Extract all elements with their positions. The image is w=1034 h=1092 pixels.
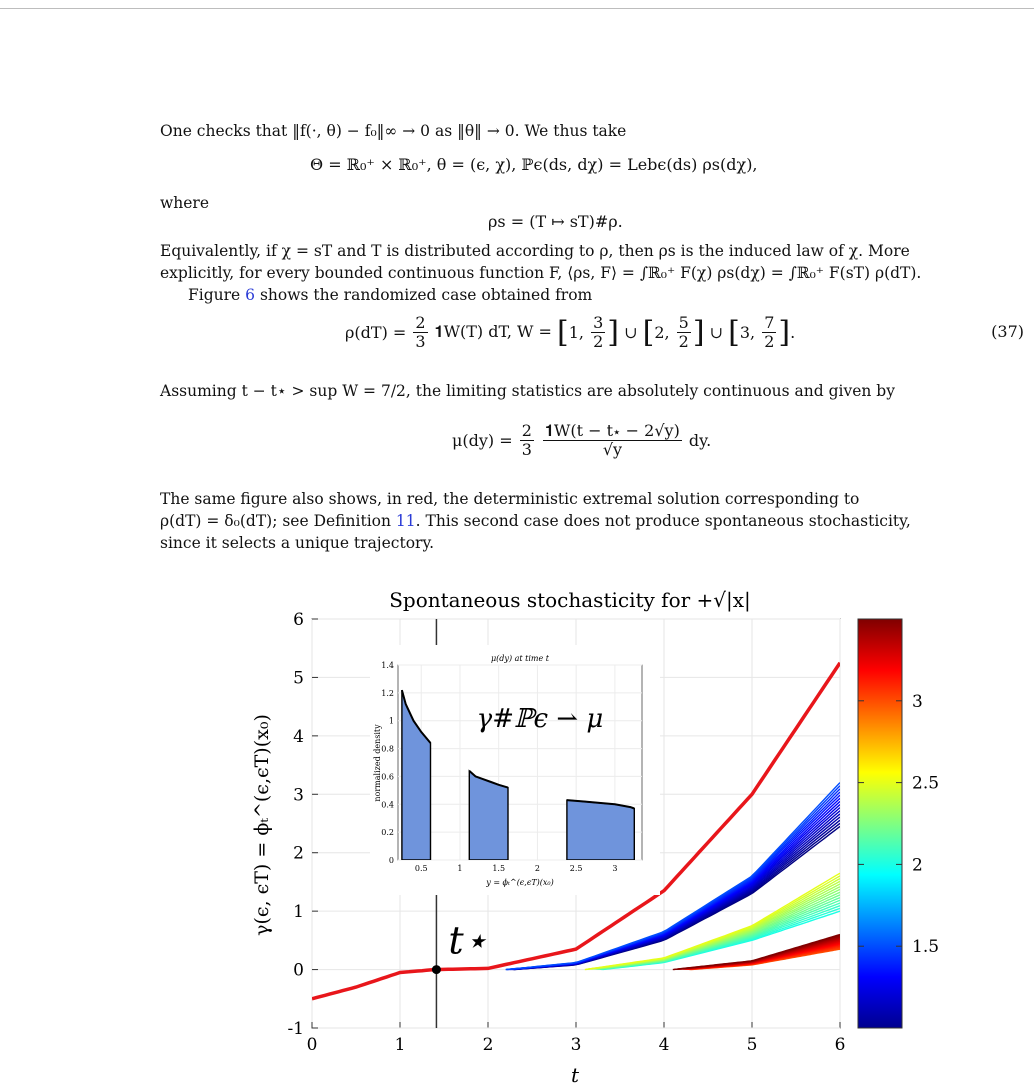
inset-title: μ(dy) at time t bbox=[490, 654, 550, 663]
paragraph-5a: The same figure also shows, in red, the deterministic extremal solution corresponding to bbox=[160, 490, 860, 508]
y-tick-label: 0 bbox=[293, 960, 304, 981]
inset-y-tick: 0.2 bbox=[381, 828, 394, 838]
paragraph-1: One checks that ‖f(·, θ) − f₀‖∞ → 0 as ‖θ‖ → 0. We thus take bbox=[160, 122, 627, 140]
inset-y-tick: 0 bbox=[388, 856, 394, 865]
inset-y-tick: 1 bbox=[388, 716, 394, 726]
y-tick-label: -1 bbox=[287, 1019, 304, 1039]
eq37-lhs: ρ(dT) = bbox=[345, 322, 407, 342]
tstar-label: t⋆ bbox=[448, 918, 488, 963]
figure-6-link[interactable]: 6 bbox=[245, 286, 256, 304]
inset-x-tick: 0.5 bbox=[414, 864, 428, 873]
y-tick-label: 6 bbox=[293, 610, 304, 630]
eq37-coef: $\frac{2}{3}$ bbox=[415, 312, 426, 351]
y-tick-label: 4 bbox=[293, 726, 304, 747]
eq37-interval-2: 2, bbox=[654, 322, 670, 342]
y-tick-label: 1 bbox=[293, 902, 304, 923]
y-tick-label: 2 bbox=[293, 843, 304, 864]
equation-mu bbox=[452, 416, 711, 464]
inset-density-segment bbox=[567, 800, 634, 860]
x-axis-label: t bbox=[570, 1063, 580, 1087]
y-tick-label: 3 bbox=[293, 785, 304, 806]
x-tick-label: 1 bbox=[394, 1035, 406, 1055]
x-tick-label: 3 bbox=[570, 1035, 582, 1055]
x-tick-label: 4 bbox=[658, 1035, 670, 1055]
inset-y-tick: 0.4 bbox=[381, 800, 394, 810]
paragraph-5c: since it selects a unique trajectory. bbox=[160, 534, 435, 552]
paragraph-3-rest: shows the randomized case obtained from bbox=[255, 286, 593, 304]
eq-mu-fraction: $\frac{𝟏W(t - t⋆ - 2√y)}{√y}$ bbox=[545, 420, 680, 459]
colorbar-tick-label: 2 bbox=[912, 855, 923, 876]
inset-y-tick: 1.2 bbox=[381, 688, 394, 698]
paragraph-2a: Equivalently, if χ = sT and T is distributed according to ρ, then ρs is the induced law of χ. More bbox=[160, 242, 910, 260]
colorbar bbox=[858, 619, 902, 1028]
equation-rho-s: ρs = (T ↦ sT)#ρ. bbox=[488, 212, 623, 231]
x-tick-label: 0 bbox=[306, 1035, 318, 1055]
paragraph-5b bbox=[160, 510, 911, 532]
inset-x-tick: 2.5 bbox=[569, 864, 583, 873]
eq37-interval-1: 1, bbox=[568, 322, 585, 342]
eq37-interval-3: 3, bbox=[739, 322, 756, 342]
inset-x-tick: 2 bbox=[534, 864, 540, 873]
eq-mu-coef: $\frac{2}{3}$ bbox=[521, 420, 532, 459]
paragraph-3 bbox=[188, 284, 592, 306]
x-tick-label: 6 bbox=[834, 1035, 846, 1055]
eq37-mid: 𝟏W(T) dT, W = bbox=[434, 322, 552, 341]
colorbar-tick-label: 1.5 bbox=[912, 937, 940, 958]
paragraph-5b-post: . This second case does not produce spontaneous stochasticity, bbox=[415, 512, 911, 530]
colorbar-tick-label: 2.5 bbox=[912, 773, 940, 794]
paragraph-2b: explicitly, for every bounded continuous function F, ⟨ρs, F⟩ = ∫ℝ₀⁺ F(χ) ρs(dχ) = ∫ℝ₀⁺ F(sT) ρ(dT). bbox=[160, 264, 922, 282]
inset-annotation: γ#ℙϵ ⇀ μ bbox=[476, 704, 604, 734]
figure-word: Figure bbox=[188, 286, 241, 304]
eq-mu-tail: dy. bbox=[688, 430, 712, 450]
tstar-point bbox=[432, 965, 441, 974]
equation-theta: Θ = ℝ₀⁺ × ℝ₀⁺, θ = (ϵ, χ), ℙϵ(ds, dχ) = Lebϵ(ds) ρs(dχ), bbox=[310, 155, 758, 174]
inset-y-tick: 0.8 bbox=[381, 744, 394, 754]
inset-y-label: normalized density bbox=[373, 724, 382, 802]
x-tick-label: 5 bbox=[746, 1035, 758, 1055]
figure-title: Spontaneous stochasticity for +√|x| bbox=[389, 588, 751, 612]
paragraph-where: where bbox=[160, 194, 210, 212]
paragraph-5b-pre: ρ(dT) = δ₀(dT); see Definition bbox=[160, 512, 396, 530]
definition-11-link[interactable]: 11 bbox=[395, 512, 416, 530]
inset-x-label: y = ϕₜ^(ϵ,ϵT)(x₀) bbox=[486, 878, 554, 887]
inset-x-tick: 1.5 bbox=[492, 864, 506, 873]
page-top-rule bbox=[0, 8, 1034, 9]
figure-6 bbox=[230, 585, 1030, 1090]
inset-x-tick: 1 bbox=[457, 864, 463, 873]
y-tick-label: 5 bbox=[293, 668, 304, 689]
inset-y-tick: 0.6 bbox=[381, 772, 394, 782]
inset-x-tick: 3 bbox=[612, 864, 618, 873]
paragraph-4: Assuming t − t⋆ > sup W = 7/2, the limiting statistics are absolutely continuous and given by bbox=[160, 382, 895, 400]
x-tick-label: 2 bbox=[482, 1035, 494, 1055]
equation-37: ρ(dT) = $\frac{2}{3}$ 𝟏W(T) dT, W = [ 1, $\frac{3}{2}$ ] ∪ [ 2, $\frac{5}{2}$ ] ∪ [ 3, $\frac{7}{2}$ ] . bbox=[345, 312, 796, 351]
equation-number-37: (37) bbox=[991, 322, 1024, 341]
y-axis-label: γ(ϵ, ϵT) = ϕₜ^(ϵ,ϵT)(x₀) bbox=[251, 714, 273, 936]
eq-mu-lhs: μ(dy) = bbox=[452, 430, 513, 450]
inset-y-tick: 1.4 bbox=[381, 661, 394, 670]
colorbar-tick-label: 3 bbox=[912, 691, 923, 712]
